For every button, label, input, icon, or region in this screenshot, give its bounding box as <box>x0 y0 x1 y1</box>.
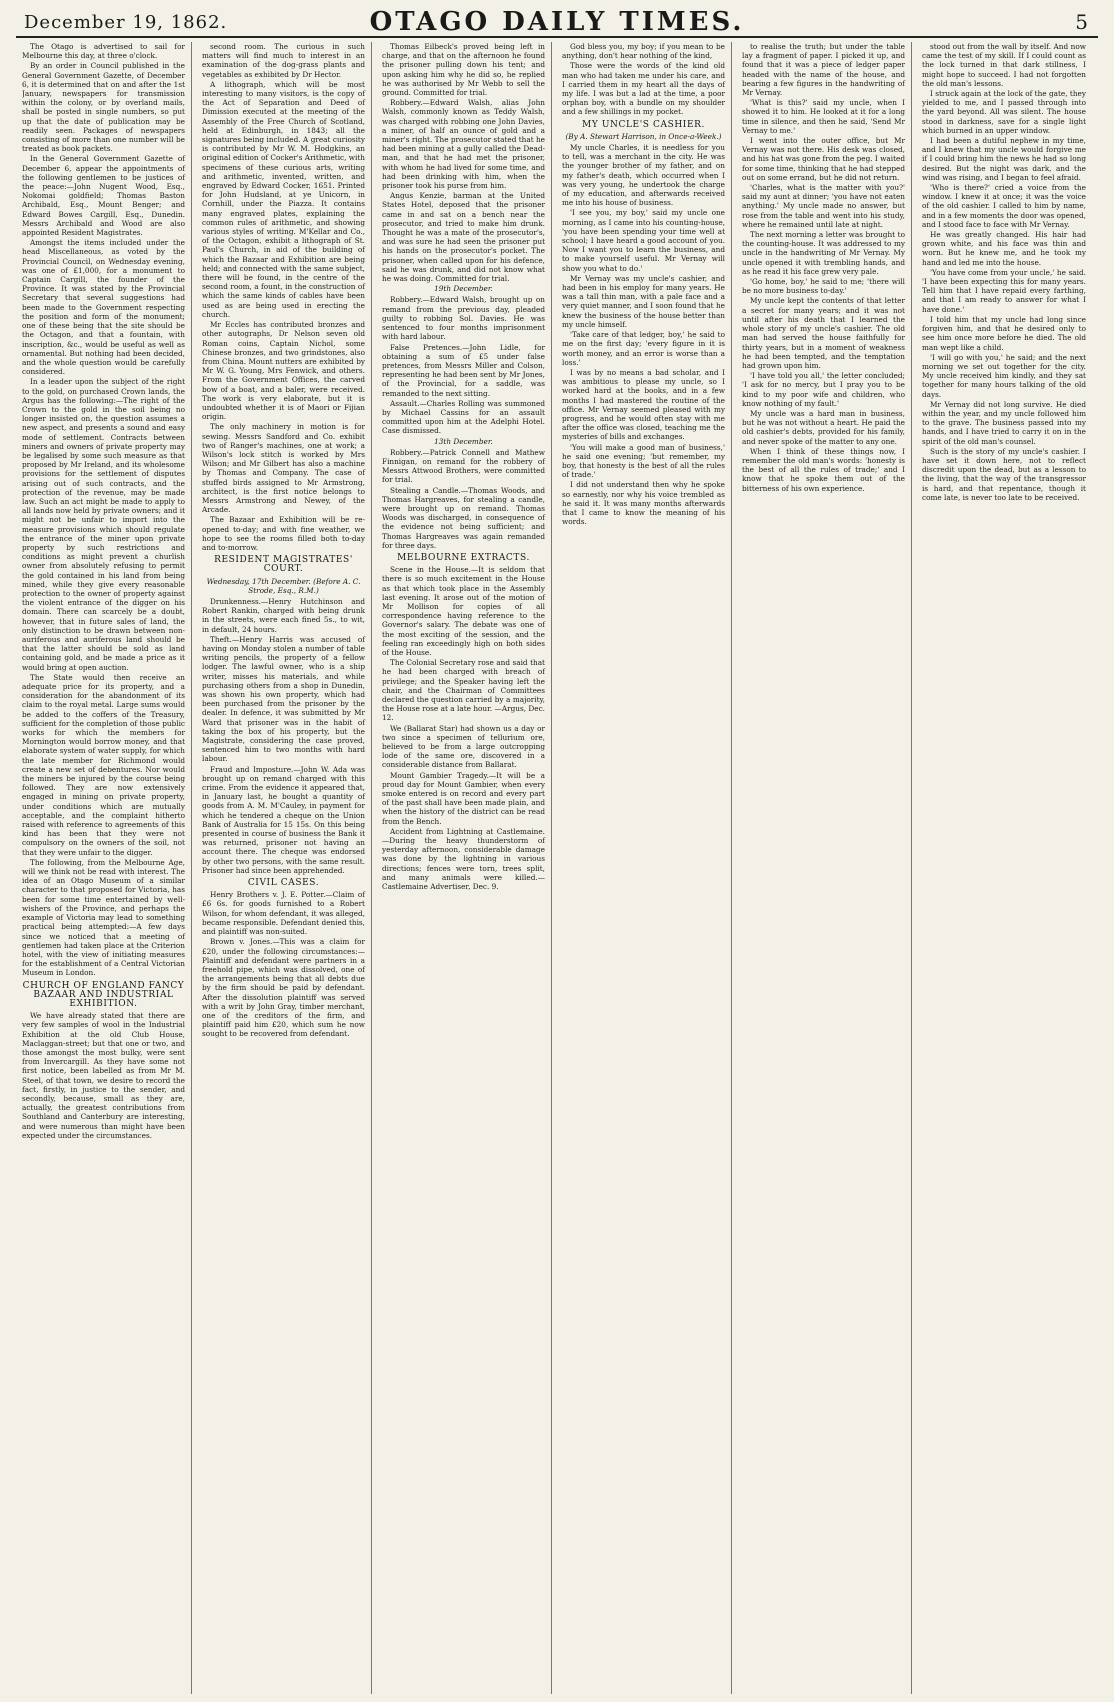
article-paragraph: The Otago is advertised to sail for Melbourne this day, at three o'clock. <box>22 42 185 61</box>
article-paragraph: By an order in Council published in the General Government Gazette, of December 6, it is determined that on and after the 1st January, newspapers for transmission within the colony, or by overland mails, shall be posted in single numbers, so put up that the date of publication may be readily seen. Packages of newspapers consisting of more than one number will be treated as book packets. <box>22 61 185 154</box>
article-paragraph: Angus Kenzie, barman at the United States Hotel, deposed that the prisoner came in and sat on a bench near the prosecutor, and tried to make him drunk. Thought he was a mate of the prosecutor's, and was sure he had seen the prisoner put his hands on the prosecutor's pocket. The prisoner, when called upon for his defence, said he was drunk, and did not know what he was doing. Committed for trial. <box>382 191 545 284</box>
article-paragraph: 'I will go with you,' he said; and the next morning we set out together for the city. My uncle received him kindly, and they sat together for many hours talking of the old days. <box>922 352 1086 399</box>
article-paragraph: Mr Eccles has contributed bronzes and other autographs, Dr Nelson seven old Roman coins, Captain Nichol, some Chinese bronzes, and two grindstones, also from China. Mount nutters are exhibited by Mr W. G. Young, Mrs Fenwick, and others. From the Government Offices, the carved bow of a boat, and a baler, were received. The work is very elaborate, but it is undoubted whether it is of Maori or Fijian origin. <box>202 320 365 422</box>
article-paragraph: Amongst the items included under the head Miscellaneous, as voted by the Provincial Council, on Wednesday evening, was one of £1,000, for a monument to Captain Cargill, the founder of the Province. It was stated by the Provincial Secretary that several suggestions had been made to the Government respecting the position and form of the monument; one of these being that the site should be the Octagon, and that a fountain, with inscription, &c., would be useful as well as ornamental. But nothing had been decided, and the whole question would be carefully considered. <box>22 238 185 377</box>
article-paragraph: He was greatly changed. His hair had grown white, and his face was thin and worn. But he knew me, and he took my hand and led me into the house. <box>922 230 1086 267</box>
section-subheading: 13th December. <box>434 436 493 446</box>
article-paragraph: Scene in the House.—It is seldom that there is so much excitement in the House as that which took place in the Assembly last evening. It arose out of the motion of Mr Mollison for copies of all correspondence having reference to the Governor's salary. The debate was one of the most exciting of the session, and the feeling ran exceedingly high on both sides of the House. <box>382 565 545 657</box>
column-3 <box>382 42 552 1694</box>
article-paragraph: My uncle was a hard man in business, but he was not without a heart. He paid the old cashier's debts, provided for his family, and never spoke of the matter to any one. <box>742 408 905 446</box>
section-heading: RESIDENT MAGISTRATES' COURT. <box>214 555 353 575</box>
article-paragraph: stood out from the wall by itself. And now came the test of my skill. If I could count as the lock turned in that dark stillness, I might hope to succeed. I had not forgotten the old man's lessons. <box>922 42 1086 88</box>
article-paragraph: We have already stated that there are very few samples of wool in the Industrial Exhibition at the old Club House, Maclaggan-street; but that one or two, and those amongst the most bulky, were sent from Invercargill. As they have some not first notice, been labelled as from Mr M. Steel, of that town, we desire to record the fact, firstly, in justice to the sender, and secondly, because, small as they are, actually, the greatest contributions from Southland and Canterbury are interesting, and were numerous than might have been expected under the circumstances. <box>22 1011 185 1140</box>
section-subheading: 19th December. <box>434 284 493 294</box>
issue-date: December 19, 1862. <box>24 12 228 33</box>
article-paragraph: 'Charles, what is the matter with you?' said my aunt at dinner; 'you have not eaten anything.' My uncle made no answer, but rose from the table and went into his study, where he remained until late at night. <box>742 183 905 229</box>
article-paragraph: 'Who is there?' cried a voice from the window. I knew it at once; it was the voice of the old cashier. I called to him by name, and in a few moments the door was opened, and I stood face to face with Mr Vernay. <box>922 183 1086 229</box>
article-paragraph: A lithograph, which will be most interesting to many visitors, is the copy of the Act of Separation and Deed of Dimission executed at the meeting of the Assembly of the Free Church of Scotland, held at Edinburgh, in 1843; all the signatures being included. A great curiosity is contributed by Mr W. M. Hodgkins, an original edition of Cocker's Arithmetic, with specimens of these curious arts, writing and arithmetic, invented, written, and engraved by Edward Cocker, 1651. Printed for John Hudsland, at ye Unicorn, in Cornhill, under the Piazza. It contains many engraved plates, explaining the common rules of arithmetic, and showing various styles of writing. M'Kellar and Co., of the Octagon, exhibit a lithograph of St. Paul's Church, in aid of the building of which the Bazaar and Exhibition are being held; and connected with the same subject, there will be found, in the centre of the second room, a fount, in the construction of which the same kinds of cables have been used as are being used in erecting the church. <box>202 79 365 319</box>
article-paragraph: The only machinery in motion is for sewing. Messrs Sandford and Co. exhibit two of Ranger's machines, one at work; a Wilson's lock stitch is worked by Mrs Wilson; and Mr Gilbert has also a machine by Thomas and Company. The case of stuffed birds assigned to Mr Armstrong, architect, is the first notice belongs to Messrs Armstrong and Newey, of the Arcade. <box>202 422 365 515</box>
article-paragraph: Fraud and Imposture.—John W. Ada was brought up on remand charged with this crime. From the evidence it appeared that, in January last, he bought a quantity of goods from A. M. M'Cauley, in payment for which he tendered a cheque on the Union Bank of Australia for 15 15s. On this being presented in course of business the Bank it was returned, prisoner not having an account there. The cheque was endorsed by other two persons, with the same result. Prisoner had since been apprehended. <box>202 764 365 875</box>
article-paragraph: Brown v. Jones.—This was a claim for £20, under the following circumstances:—Plaintiff and defendant were partners in a freehold pipe, which was dissolved, one of the arrangements being that all debts due by the firm should be paid by defendant. After the dissolution plaintiff was served with a writ by John Gray, timber merchant, one of the creditors of the firm, and plaintiff paid him £20, which sum he now sought to be recovered from defendant. <box>202 937 365 1039</box>
article-paragraph: 'You will make a good man of business,' he said one evening; 'but remember, my boy, that honesty is the best of all the rules of trade.' <box>562 442 725 480</box>
article-paragraph: 'I have told you all,' the letter concluded; 'I ask for no mercy, but I pray you to be kind to my poor wife and children, who know nothing of my fault.' <box>742 371 905 408</box>
article-paragraph: Stealing a Candle.—Thomas Woods, and Thomas Hargreaves, for stealing a candle, were brought up on remand. Thomas Woods was discharged, in consequence of the evidence not being sufficient; and Thomas Hargreaves was again remanded for three days. <box>382 485 545 550</box>
article-paragraph: I told him that my uncle had long since forgiven him, and that he desired only to see him once more before he died. The old man wept like a child. <box>922 314 1086 352</box>
section-subheading: Wednesday, 17th December. (Before A. C. Strode, Esq., R.M.) <box>206 576 361 595</box>
article-paragraph: The Bazaar and Exhibition will be re-opened to-day; and with fine weather, we hope to see the rooms filled both to-day and to-morrow. <box>202 515 365 552</box>
section-subheading: (By A. Stewart Harrison, in Once-a-Week.) <box>565 131 722 141</box>
article-paragraph: The next morning a letter was brought to the counting-house. It was addressed to my uncle in the handwriting of Mr Vernay. My uncle opened it with trembling hands, and as he read it his face grew very pale. <box>742 230 905 276</box>
article-paragraph: Accident from Lightning at Castlemaine.—During the heavy thunderstorm of yesterday afternoon, considerable damage was done by the lightning in various directions; fences were torn, trees split, and many animals were killed.—Castlemaine Advertiser, Dec. 9. <box>382 826 545 892</box>
column-2 <box>202 42 372 1694</box>
article-paragraph: Robbery.—Patrick Connell and Mathew Finnigan, on remand for the robbery of Messrs Attwood Brothers, were committed for trial. <box>382 447 545 485</box>
article-paragraph: 'Go home, boy,' he said to me; 'there will be no more business to-day.' <box>742 277 905 296</box>
article-paragraph: I struck again at the lock of the gate, they yielded to me, and I passed through into the yard beyond. All was silent. The house stood in darkness, save for a single light which burned in an upper window. <box>922 89 1086 135</box>
article-paragraph: My uncle kept the contents of that letter a secret for many years; and it was not until after his death that I learned the whole story of my uncle's cashier. The old man had served the house faithfully for thirty years, but in a moment of weakness he had been tempted, and the temptation had grown upon him. <box>742 296 905 370</box>
article-paragraph: The State would then receive an adequate price for its property, and a consideration for the abandonment of its claim to the royal metal. Large sums would be added to the coffers of the Treasury, sufficient for the completion of those public works for which the members for Mornington would borrow money, and that elaborate system of water supply, for which the late member for Richmond would create a new set of debentures. Nor would the miners be injured by the course being followed. They are now extensively engaged in mining on private property, under conditions which are mutually acceptable, and the complaint hitherto raised with reference to agreements of this kind has been that they were not compulsory on the owners of the soil, not that they were unfair to the digger. <box>22 672 185 857</box>
section-heading: MELBOURNE EXTRACTS. <box>397 552 530 563</box>
article-paragraph: False Pretences.—John Lidle, for obtaining a sum of £5 under false pretences, from Messrs Miller and Colson, representing he had been sent by Mr Jones, of the Provincial, for a saddle, was remanded to the next sitting. <box>382 342 545 398</box>
article-paragraph: to realise the truth; but under the table lay a fragment of paper. I picked it up, and found that it was a piece of ledger paper headed with the name of the house, and bearing a few figures in the handwriting of Mr Vernay. <box>742 42 905 98</box>
article-paragraph: Those were the words of the kind old man who had taken me under his care, and I carried them in my heart all the days of my life. I was but a lad at the time, a poor orphan boy, with a bundle on my shoulder and a few shillings in my pocket. <box>562 61 725 117</box>
article-paragraph: I had been a dutiful nephew in my time, and I knew that my uncle would forgive me if I could bring him the news he had so long desired. But the night was dark, and the wind was rising, and I began to feel afraid. <box>922 136 1086 182</box>
article-paragraph: Henry Brothers v. J. E. Potter.—Claim of £6 6s. for goods furnished to a Robert Wilson, for whom defendant, it was alleged, became responsible. Defendant denied this, and plaintiff was non-suited. <box>202 890 365 937</box>
article-paragraph: Such is the story of my uncle's cashier. I have set it down here, not to reflect discredit upon the dead, but as a lesson to the living, that the way of the transgressor is hard, and that repentance, though it come late, is never too late to be received. <box>922 446 1086 502</box>
column-1 <box>22 42 192 1694</box>
page-number: 5 <box>1075 10 1088 34</box>
article-paragraph: Mount Gambier Tragedy.—It will be a proud day for Mount Gambier, when every smoke entered is on record and every part of the past shall have been made plain, and when the history of the district can be read from the Bench. <box>382 770 545 826</box>
article-paragraph: Drunkenness.—Henry Hutchinson and Robert Rankin, charged with being drunk in the streets, were each fined 5s., to wit, in default, 24 hours. <box>202 596 365 634</box>
article-paragraph: We (Ballarat Star) had shown us a day or two since a specimen of tellurium ore, believed to be from a large outcropping lode of the same ore, discovered in a considerable distance from Ballarat. <box>382 723 545 770</box>
article-paragraph: 'You have come from your uncle,' he said. 'I have been expecting this for many years. Tell him that I have repaid every farthing, and that I am ready to answer for what I have done.' <box>922 267 1086 314</box>
article-paragraph: In the General Government Gazette of December 6, appear the appointments of the following gentlemen to be justices of the peace:—John Nugent Wood, Esq., Nokomai goldfield; Thomas Baston Archibald, Esq., Mount Benger; and Edward Bowes Cargill, Esq., Dunedin. Messrs Archibald and Wood are also appointed Resident Magistrates. <box>22 154 185 238</box>
article-paragraph: Assault.—Charles Rolling was summoned by Michael Cassins for an assault committed upon him at the Adelphi Hotel. Case dismissed. <box>382 398 545 436</box>
column-4 <box>562 42 732 1694</box>
article-paragraph: Mr Vernay did not long survive. He died within the year, and my uncle followed him to the grave. The business passed into my hands, and I have tried to carry it on in the spirit of the old man's counsel. <box>922 399 1086 446</box>
article-paragraph: God bless you, my boy; if you mean to be anything, don't hear nothing of the kind, <box>562 42 725 61</box>
article-paragraph: 'What is this?' said my uncle, when I showed it to him. He looked at it for a long time in silence, and then he said, 'Send Mr Vernay to me.' <box>742 98 905 135</box>
article-paragraph: I went into the outer office, but Mr Vernay was not there. His desk was closed, and his hat was gone from the peg. I waited for some time, thinking that he had stepped out on some errand, but he did not return. <box>742 136 905 182</box>
article-paragraph: Robbery.—Edward Walsh, brought up on remand from the previous day, pleaded guilty to robbing Sol. Davies. He was sentenced to four months imprisonment with hard labour. <box>382 295 545 342</box>
article-paragraph: I did not understand then why he spoke so earnestly, nor why his voice trembled as he said it. It was many months afterwards that I came to know the meaning of his words. <box>562 480 725 527</box>
article-paragraph: My uncle Charles, it is needless for you to tell, was a merchant in the city. He was the younger brother of my father, and on my father's death, which occurred when I was very young, he undertook the charge of my education, and afterwards received me into his house of business. <box>562 143 725 208</box>
article-paragraph: 'I see you, my boy,' said my uncle one morning, as I came into his counting-house, 'you have been spending your time well at school; I have heard a good account of you. Now I want you to learn the business, and to make yourself useful. Mr Vernay will show you what to do.' <box>562 208 725 273</box>
article-paragraph: In a leader upon the subject of the right to the gold, on purchased Crown lands, the Argus has the following:—The right of the Crown to the gold in the soil being no longer insisted on, the question assumes a new aspect, and presents a sound and easy mode of settlement. Contracts between miners and owners of private property may be legalised by some such measure as that proposed by Mr Ireland, and its wholesome provisions for the settlement of disputes arising out of such contracts, and the protection of the revenue, may be made law. Such an act might be made to apply to all lands now held by private owners; and it might not be unfair to import into the measure provisions which should regulate the entrance of the miner upon private property by such restrictions and conditions as might prevent a churlish owner from absolutely refusing to permit the gold contained in his land from being mined, while they give every reasonable protection to the owner of property against the violent entrance of the digger on his domain. There can scarcely be a doubt, however, that in future sales of land, the only distinction to be drawn between non-auriferous and auriferous land should be that the latter should be sold as land containing gold, and be made a price as it would bring at open auction. <box>22 377 185 672</box>
article-paragraph: When I think of these things now, I remember the old man's words: 'honesty is the best of all the rules of trade;' and I know that he spoke them out of the bitterness of his own experience. <box>742 446 905 493</box>
section-heading: CIVIL CASES. <box>247 878 320 889</box>
article-paragraph: second room. The curious in such matters will find much to interest in an examination of the dog-grass plants and vegetables as exhibited by Dr Hector. <box>202 42 365 79</box>
columns-container <box>22 42 1092 1694</box>
article-paragraph: The Colonial Secretary rose and said that he had been charged with breach of privilege; and the Speaker having left the chair, and the Chairman of Committees declared the question carried by a majority, the House rose at a late hour. —Argus, Dec. 12. <box>382 658 545 723</box>
article-paragraph: Robbery.—Edward Walsh, alias John Walsh, commonly known as Teddy Walsh, was charged with robbing one John Davies, a miner, of half an ounce of gold and a miner's right. The prosecutor stated that he had been mining at a gully called the Dead-man, and that he had met the prisoner, with whom he had lived for some time, and had been drinking with him, when the prisoner took his purse from him. <box>382 98 545 191</box>
article-paragraph: Thomas Eilbeck's proved being left in charge, and that on the afternoon he found the prisoner pulling down his tent; and upon asking him why he did so, he replied he was authorised by Mr Webb to sell the ground. Committed for trial. <box>382 42 545 98</box>
article-paragraph: 'Take care of that ledger, boy,' he said to me on the first day; 'every figure in it is worth money, and an error is worse than a loss.' <box>562 330 725 367</box>
article-paragraph: The following, from the Melbourne Age, will we think not be read with interest. The idea of an Otago Museum of a similar character to that proposed for Victoria, has been for some time entertained by well-wishers of the Province, and perhaps the example of Victoria may lead to something practical being attempted:—A few days since we noticed that a meeting of gentlemen had taken place at the Criterion hotel, with the view of initiating measures for the establishment of a Central Victorian Museum in London. <box>22 857 185 978</box>
article-paragraph: Mr Vernay was my uncle's cashier, and had been in his employ for many years. He was a tall thin man, with a pale face and a very quiet manner, and I soon found that he knew the business of the house better than my uncle himself. <box>562 273 725 329</box>
column-6 <box>922 42 1092 1694</box>
newspaper-title: OTAGO DAILY TIMES. <box>369 7 745 37</box>
article-paragraph: I was by no means a bad scholar, and I was ambitious to please my uncle, so I worked hard at the books, and in a few months I had mastered the routine of the office. Mr Vernay seemed pleased with my progress, and he would often stay with me after the office was closed, teaching me the mysteries of bills and exchanges. <box>562 367 725 442</box>
column-5 <box>742 42 912 1694</box>
masthead <box>16 6 1098 38</box>
section-heading: MY UNCLE'S CASHIER. <box>582 119 705 130</box>
article-paragraph: Theft.—Henry Harris was accused of having on Monday stolen a number of table writing pencils, the property of a fellow lodger. The lawful owner, who is a ship writer, misses his materials, and while purchasing others from a shop in Dunedin, was shown his own property, which had been purchased from the prisoner by the dealer. In defence, it was submitted by Mr Ward that prisoner was in the habit of taking the box of his property, but the Magistrate, considering the case proved, sentenced him to two months with hard labour. <box>202 634 365 764</box>
section-heading: CHURCH OF ENGLAND FANCY BAZAAR AND INDUSTRIAL EXHIBITION. <box>22 980 185 1009</box>
